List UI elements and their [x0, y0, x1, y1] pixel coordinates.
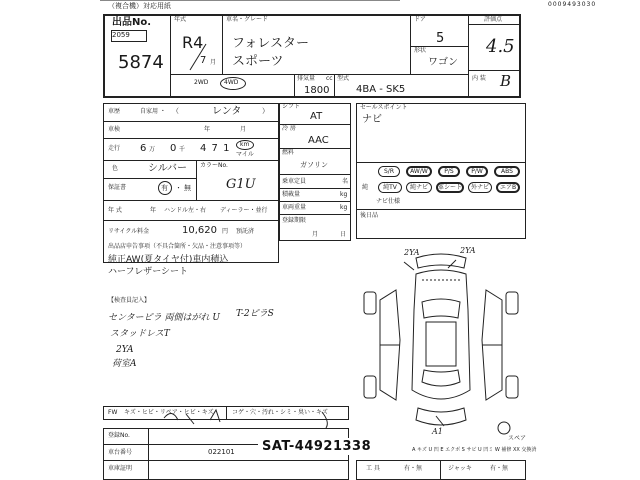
- equip-aw: AW/W: [406, 166, 432, 177]
- mileage-man: 6: [140, 143, 147, 154]
- fw-scribbles: [150, 400, 350, 430]
- shift-label: シフト: [282, 103, 301, 110]
- lot-label: 出品No.: [112, 17, 152, 28]
- yearmodel-label: 年 式: [108, 207, 122, 214]
- displacement-unit: cc: [326, 75, 333, 82]
- reg-label: 登録No.: [108, 432, 130, 439]
- equip-leather: 革シート: [438, 184, 463, 191]
- score-value: 4.5: [486, 36, 515, 57]
- mileage-label: 走行: [108, 145, 121, 152]
- warranty-none: 無: [184, 184, 191, 192]
- divider: [279, 174, 351, 175]
- load-row-2-label: 積載量: [282, 191, 301, 198]
- registration-day: 日: [340, 231, 347, 238]
- divider: [103, 460, 349, 461]
- year-label: 年式: [174, 16, 187, 23]
- yearmodel-dealer: ディーラー・並行: [220, 207, 268, 214]
- car-diagram: [356, 240, 526, 440]
- inspector-line1b: T-2ピラS: [236, 309, 274, 319]
- chassis-value: 022101: [208, 448, 235, 456]
- fuel-label: 燃料: [282, 149, 295, 156]
- color-code-label: カラーNo.: [200, 162, 228, 169]
- color-code: G1U: [226, 177, 256, 192]
- divider: [294, 74, 295, 98]
- equip-ps: P/S: [438, 166, 460, 177]
- load-row-1-unit: 名: [342, 178, 349, 185]
- divider: [279, 214, 351, 215]
- diagram-legend: A キズ U 凹 E エクボ S サビ U 凹ミ W 補修 XX 交換済: [412, 447, 537, 453]
- sheet-serial: 0009493030: [548, 1, 597, 8]
- usage-open: （: [172, 107, 179, 115]
- yearmodel-handle: ハンドル: [164, 207, 189, 214]
- recycle-value: 10,620: [182, 225, 217, 236]
- divider: [148, 428, 149, 480]
- model-name: フォレスター: [232, 36, 309, 51]
- equip-abs: ABS: [494, 166, 520, 177]
- divider: [468, 70, 521, 71]
- fw-label: FW: [108, 409, 118, 416]
- tools-label: 工 具: [366, 465, 380, 472]
- shape-value: ワゴン: [428, 57, 458, 68]
- shape-label: 形状: [414, 47, 427, 54]
- chassis-label: 車台番号: [108, 449, 133, 456]
- load-row-1-label: 乗車定員: [282, 178, 307, 185]
- equip-row2-prefix: 純: [362, 184, 369, 191]
- diagram-mark-2: 2YA: [460, 246, 476, 255]
- score-label: 評価点: [484, 16, 503, 23]
- sales-label: セールスポイント: [360, 104, 408, 111]
- year-month: 7: [200, 55, 207, 66]
- usage-close: ）: [262, 107, 269, 115]
- aircon-label: 冷 房: [282, 125, 296, 132]
- displacement-label: 排気量: [297, 75, 316, 82]
- diagram-mark-3: A1: [432, 427, 443, 436]
- inspector-line1: センターピラ 両側はがれ U: [108, 313, 220, 323]
- usage-label: 車歴: [108, 108, 121, 115]
- shift-value: AT: [310, 111, 323, 122]
- top-rule: [100, 0, 400, 1]
- divider: [440, 460, 441, 480]
- notes-line1: 純正AW(夏タイヤ付)車内積込: [108, 255, 229, 265]
- mileage-sen: 0: [170, 143, 177, 154]
- interior-value: B: [500, 72, 512, 90]
- recycle-label: リサイクル料金: [108, 228, 150, 235]
- divider: [196, 160, 197, 200]
- displacement-value: 1800: [304, 85, 330, 96]
- inspector-line2: スタッドレスT: [110, 329, 170, 339]
- divider: [334, 74, 335, 98]
- lot-sub-number: 2059: [112, 31, 130, 39]
- lot-number: 5874: [118, 52, 164, 73]
- model-label: 車名・グレード: [226, 16, 269, 23]
- recycle-unit: 円: [222, 228, 229, 235]
- equip-navi: 純ナビ: [406, 182, 432, 193]
- yearmodel-year: 年: [150, 207, 157, 214]
- interior-items: コゲ・穴・汚れ・シミ・臭い・キズ: [232, 409, 328, 416]
- watermark-id: SAT-44921338: [258, 438, 375, 455]
- year-era: R4: [182, 33, 204, 52]
- divider: [103, 160, 279, 161]
- inspector-line3: 2YA: [116, 345, 134, 355]
- inspector-line4: 荷室A: [112, 359, 137, 369]
- model-grade: スポーツ: [232, 54, 284, 69]
- load-row-3-unit: kg: [340, 204, 348, 211]
- type-label: 型式: [337, 75, 350, 82]
- diagram-spare: スペア: [508, 435, 527, 442]
- mileage-digits: 4 7 1: [200, 143, 231, 154]
- drive-4wd: 4WD: [224, 79, 239, 86]
- divider: [103, 178, 196, 179]
- type-value: 4BA - SK5: [356, 84, 406, 95]
- doors-label: ドア: [414, 16, 426, 23]
- registration-unit: 月: [312, 231, 319, 238]
- divider: [103, 138, 279, 139]
- divider: [356, 209, 526, 210]
- divider: [103, 200, 279, 201]
- mileage-unit: km: [240, 141, 250, 148]
- lot-sub-box: [111, 30, 147, 42]
- divider: [222, 14, 223, 74]
- fuel-value: ガソリン: [300, 161, 328, 169]
- fw-items: キズ・ヒビ・リペア・ヒビ・キズ: [124, 409, 214, 416]
- jack-label: ジャッキ: [448, 465, 472, 472]
- sales-value: ナビ: [362, 114, 382, 125]
- usage-options: 自家用 ・: [140, 108, 166, 115]
- diagram-mark-1: 2YA: [404, 248, 420, 257]
- usage-value: レンタ: [212, 106, 242, 117]
- year-month-unit: 月: [210, 59, 217, 66]
- load-row-2-unit: kg: [340, 191, 348, 198]
- mileage-man-unit: 万: [149, 146, 156, 153]
- color-label: 色: [112, 165, 119, 172]
- equip-pw: P/W: [466, 166, 488, 177]
- notes-line2: ハーフレザーシート: [108, 267, 189, 277]
- registration-label: 登録期限: [282, 217, 307, 224]
- warranty-has: 有: [161, 184, 168, 192]
- inspect-label: 車庫証明: [108, 465, 133, 472]
- equip-tv: 純TV: [378, 182, 402, 193]
- divider: [468, 14, 469, 98]
- load-row-3-label: 車両重量: [282, 204, 307, 211]
- divider: [468, 24, 521, 25]
- tools-value: 有・無: [404, 465, 423, 472]
- color-value: シルバー: [148, 163, 188, 174]
- divider: [410, 14, 411, 74]
- jack-value: 有・無: [490, 465, 509, 472]
- navi-spec-label: ナビ仕様: [376, 198, 401, 205]
- divider: [279, 201, 351, 202]
- misc-label: 後日品: [360, 212, 379, 219]
- sheet-subtitle: （複合機）対応用紙: [108, 2, 171, 10]
- divider: [103, 220, 279, 221]
- equip-sr: S/R: [378, 166, 400, 177]
- recycle-note: 預託済: [236, 228, 255, 235]
- equip-airbag: エアB: [496, 182, 520, 193]
- inspection-year-unit: 年: [204, 126, 211, 133]
- notes-label: 出品店申告事項（不具合箇所・欠品・注意事項等）: [108, 243, 247, 250]
- inspection-label: 車検: [108, 126, 121, 133]
- interior-label: 内 装: [472, 75, 486, 82]
- mileage-sen-unit: 千: [179, 146, 186, 153]
- divider: [279, 188, 351, 189]
- inspector-label: 【検査員記入】: [108, 297, 151, 304]
- doors-value: 5: [436, 31, 445, 46]
- divider: [356, 162, 526, 163]
- mileage-unit2: マイル: [236, 151, 254, 158]
- divider: [170, 74, 468, 75]
- yearmodel-lr: 左・右: [188, 207, 207, 214]
- aircon-value: AAC: [308, 135, 329, 146]
- drive-2wd: 2WD: [194, 79, 209, 86]
- warranty-label: 保証書: [108, 184, 127, 191]
- equip-ext-navi: 外ナビ: [468, 182, 492, 193]
- divider: [103, 121, 279, 122]
- warranty-sep: ・: [175, 184, 182, 192]
- inspection-month-unit: 月: [240, 126, 247, 133]
